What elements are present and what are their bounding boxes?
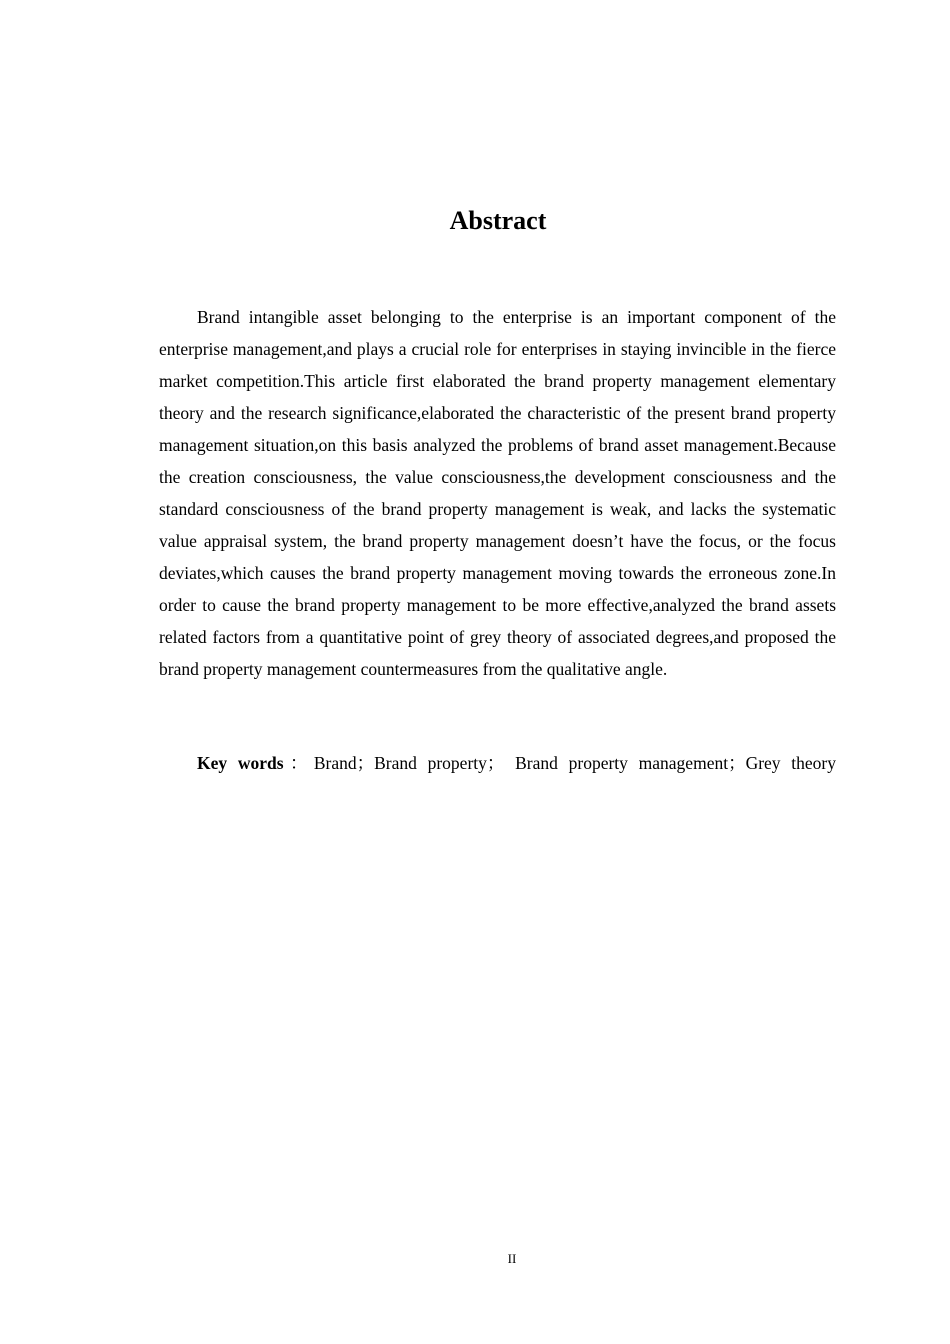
keywords-text: ：Brand；Brand property； Brand property management；Grey theory: [283, 753, 837, 773]
page-number: II: [507, 1251, 517, 1266]
abstract-paragraph: Brand intangible asset belonging to the enterprise is an important component of the enterprise management,and plays a crucial role for enterprises in staying invincible in the fierce market competition.This article first elaborated the brand property management elementary theory and the research significance,elaborated the characteristic of the present brand property management situation,on this basis analyzed the problems of brand asset management.Because the creation consciousness, the value consciousness,the development consciousness and the standard consciousness of the brand property management is weak, and lacks the systematic value appraisal system, the brand property management doesn’t have the focus, or the focus deviates,which causes the brand property management moving towards the erroneous zone.In order to cause the brand property management to be more effective,analyzed the brand assets related factors from a quantitative point of grey theory of associated degrees,and proposed the brand property management countermeasures from the qualitative angle.: [159, 307, 836, 679]
keywords-line: [159, 747, 836, 779]
keywords-label: Key words: [197, 753, 284, 773]
page-title: Abstract: [449, 206, 547, 235]
